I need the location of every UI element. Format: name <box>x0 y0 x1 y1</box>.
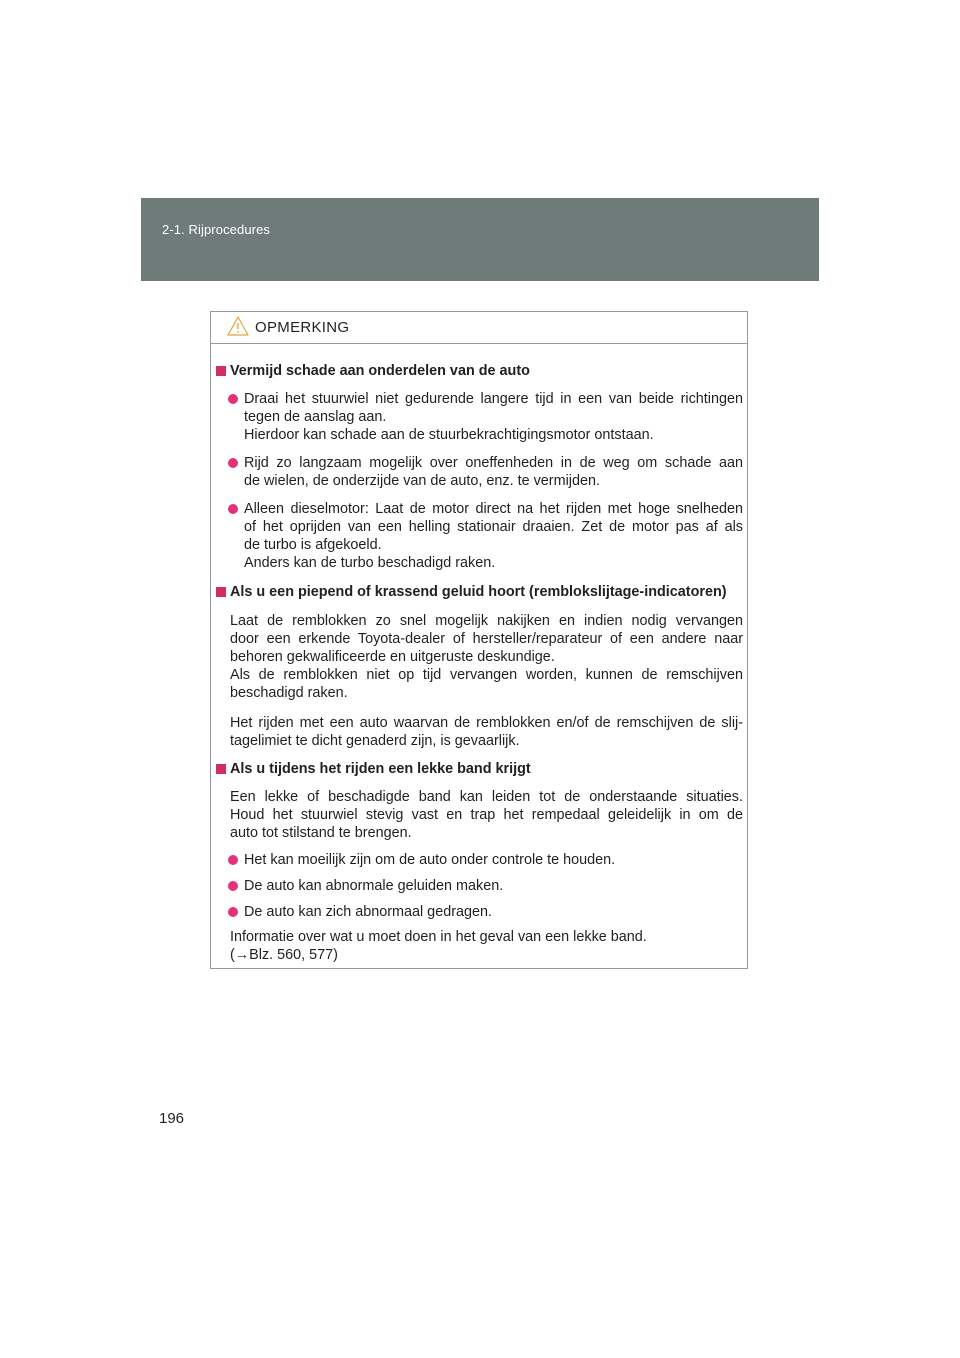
paragraph-text <box>230 788 743 842</box>
round-bullet-icon <box>228 907 238 917</box>
bullet-text <box>244 454 743 490</box>
round-bullet-icon <box>228 458 238 468</box>
page-number: 196 <box>159 1110 185 1127</box>
text-line: Een lekke of beschadigde band kan leiden tot de onderstaande situaties. <box>230 789 743 805</box>
paragraph-text <box>230 928 743 964</box>
page-reference-link[interactable]: (→Blz. 560, 577) <box>230 947 338 963</box>
text-line: of het oprijden van een helling stationair draaien. Zet de motor pas af als <box>244 519 743 535</box>
square-bullet-icon <box>216 764 226 774</box>
heading-text: Vermijd schade aan onderdelen van de auto <box>230 363 530 379</box>
text-line: Informatie over wat u moet doen in het geval van een lekke band. <box>230 929 647 945</box>
text-line: Alleen dieselmotor: Laat de motor direct na het rijden met hoge snelheden <box>244 501 743 517</box>
round-bullet-icon <box>228 504 238 514</box>
text-line: Draai het stuurwiel niet gedurende langere tijd in een van beide richtingen <box>244 391 743 407</box>
text-line: behoren gekwalificeerde en uitgeruste deskundige. <box>230 649 555 665</box>
paragraph-text <box>230 714 743 750</box>
text-line: beschadigd raken. <box>230 685 348 701</box>
text-line: Rijd zo langzaam mogelijk over oneffenheden in de weg om schade aan <box>244 455 743 471</box>
notice-box <box>210 311 748 969</box>
bullet-text: De auto kan zich abnormaal gedragen. <box>244 904 492 920</box>
text-line: Laat de remblokken zo snel mogelijk nakijken en indien nodig vervangen <box>230 613 743 629</box>
paragraph-text <box>230 612 743 702</box>
text-line: tegen de aanslag aan. <box>244 409 387 425</box>
text-line: Houd het stuurwiel stevig vast en trap het rempedaal geleidelijk in om de <box>230 807 743 823</box>
text-line: de turbo is afgekoeld. <box>244 537 382 553</box>
text-line: de wielen, de onderzijde van de auto, enz. te vermijden. <box>244 473 600 489</box>
bullet-text <box>244 500 743 572</box>
text-line: Anders kan de turbo beschadigd raken. <box>244 555 496 571</box>
text-line: Het rijden met een auto waarvan de remblokken en/of de remschijven de slij- <box>230 715 743 731</box>
warning-triangle-icon <box>227 316 249 336</box>
section-header-band <box>141 198 819 281</box>
heading-text: Als u een piepend of krassend geluid hoort (remblokslijtage-indicatoren) <box>230 584 727 600</box>
text-line: tagelimiet te dicht genaderd zijn, is gevaarlijk. <box>230 733 520 749</box>
heading-text: Als u tijdens het rijden een lekke band krijgt <box>230 761 531 777</box>
square-bullet-icon <box>216 366 226 376</box>
round-bullet-icon <box>228 881 238 891</box>
text-line: Als de remblokken niet op tijd vervangen worden, kunnen de remschijven <box>230 667 743 683</box>
bullet-text: De auto kan abnormale geluiden maken. <box>244 878 504 894</box>
square-bullet-icon <box>216 587 226 597</box>
round-bullet-icon <box>228 855 238 865</box>
round-bullet-icon <box>228 394 238 404</box>
notice-title: OPMERKING <box>255 319 350 336</box>
text-line: auto tot stilstand te brengen. <box>230 825 412 841</box>
bullet-text: Het kan moeilijk zijn om de auto onder controle te houden. <box>244 852 616 868</box>
text-line: Hierdoor kan schade aan de stuurbekrachtigingsmotor ontstaan. <box>244 427 654 443</box>
notice-header <box>211 312 747 344</box>
bullet-text <box>244 390 743 444</box>
section-label: 2-1. Rijprocedures <box>162 222 271 237</box>
text-line: door een erkende Toyota-dealer of hersteller/reparateur of een andere naar <box>230 631 743 647</box>
